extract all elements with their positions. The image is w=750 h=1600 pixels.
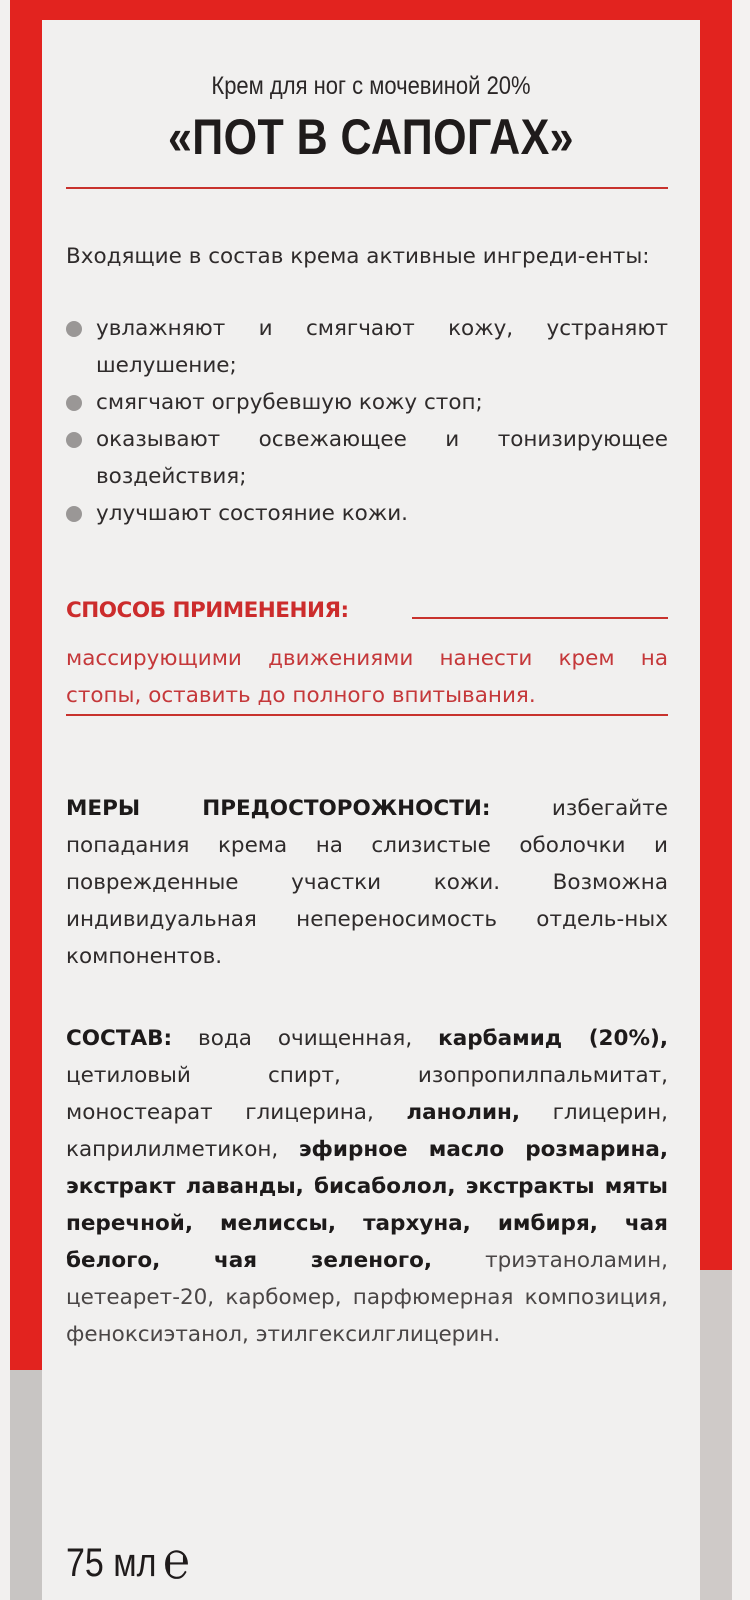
benefit-item: оказывают освежающее и тонизирующее воздействия; [66,421,668,495]
bullet-icon [66,506,82,522]
divider-middle [66,714,668,716]
usage-heading: СПОСОБ ПРИМЕНЕНИЯ: [66,598,349,623]
product-subtitle: Крем для ног с мочевиной 20% [211,72,531,100]
right-red-stripe [700,0,732,1270]
left-edge [0,0,10,1600]
benefit-item: улучшают состояние кожи. [66,495,668,532]
usage-text: массирующими движениями нанести крем на стопы, оставить до полного впитывания. [66,646,668,708]
divider-top [66,187,668,189]
label-panel [42,20,700,1600]
right-edge [732,0,750,1600]
volume-label [66,1530,190,1589]
precautions-block [66,790,668,975]
bullet-icon [66,432,82,448]
precautions-heading: МЕРЫ ПРЕДОСТОРОЖНОСТИ: [66,796,491,821]
composition-heading: СОСТАВ: [66,1026,173,1051]
bullet-icon [66,321,82,337]
top-red-band [10,0,732,20]
volume-value: 75 мл [66,1541,157,1585]
bullet-icon [66,395,82,411]
precautions-text: избегайте попадания крема на слизистые оболочки и поврежденные участки кожи. Возможна индивидуальная непереносимость отдель-ных компонентов. [66,796,668,969]
estimated-sign-icon: ℮ [163,1533,190,1590]
benefit-item: смягчают огрубевшую кожу стоп; [66,384,668,421]
right-gray-stripe [700,1270,732,1600]
benefit-item: увлажняют и смягчают кожу, устраняют шелушение; [66,310,668,384]
usage-heading-rule [412,617,668,619]
composition-block: СОСТАВ: вода очищенная, карбамид (20%), цетиловый спирт, изопропилпальмитат, моностеарат глицерина, ланолин, глицерин, каприлилметикон, эфирное масло розмарина, экстракт лаванды, бисаболол, экстракты мяты перечной, мелиссы, тархуна, имбиря, чая белого, чая зеленого, триэтаноламин, цетеарет-20, карбомер, парфюмерная композиция, феноксиэтанол, этилгексилглицерин. [66,1026,669,1347]
ingredients-intro: Входящие в состав крема активные ингреди-енты: [66,244,650,269]
product-title: «ПОТ В САПОГАХ» [167,109,575,165]
benefits-list [66,310,668,532]
